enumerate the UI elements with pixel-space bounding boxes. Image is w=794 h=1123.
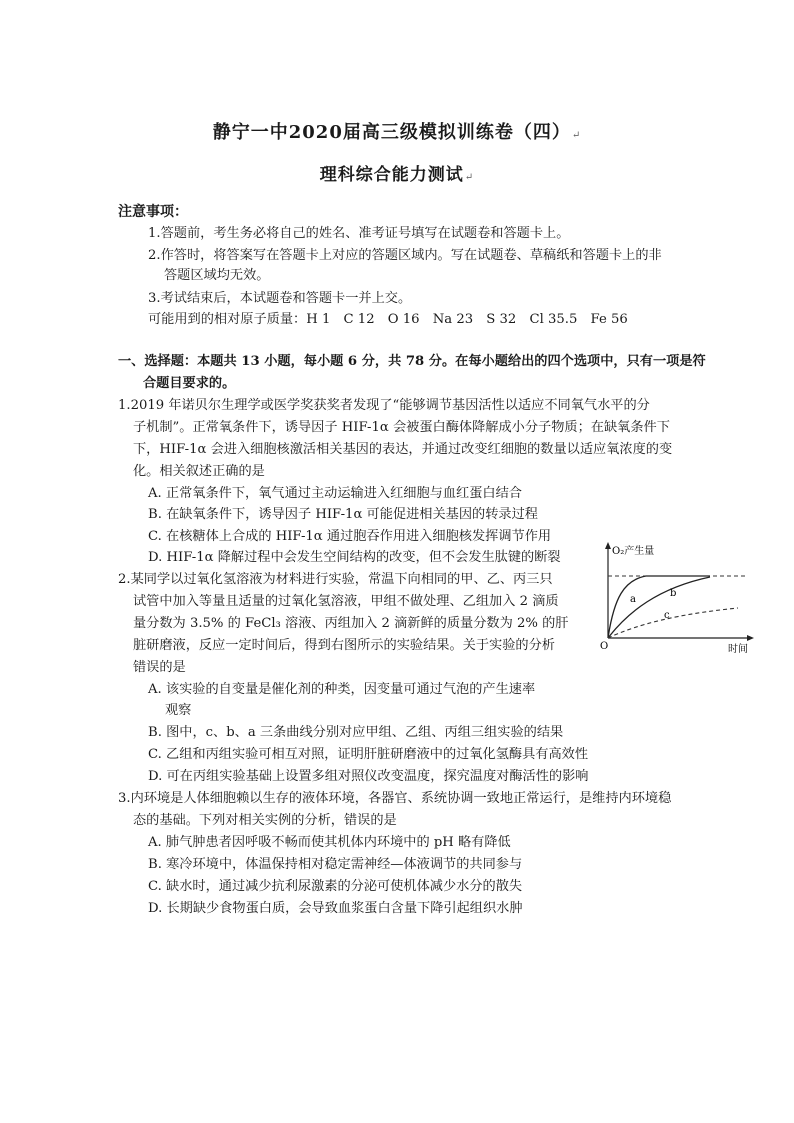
q2-text-2: 试管中加入等量且适量的过氧化氢溶液，甲组不做处理、乙组加入 2 滴质 — [133, 594, 559, 609]
curve-c-label: c — [664, 610, 670, 621]
notice-item-2: 2.作答时，将答案写在答题卡上对应的答题区域内。写在试题卷、草稿纸和答题卡上的非 — [148, 248, 662, 263]
q1-option-b: B. 在缺氧条件下，诱导因子 HIF-1α 可能促进相关基因的转录过程 — [148, 507, 538, 522]
notice-item-1: 1.答题前，考生务必将自己的姓名、准考证号填写在试题卷和答题卡上。 — [148, 226, 570, 241]
curve-b — [608, 577, 710, 638]
q3-option-b: B. 寒冷环境中，体温保持相对稳定需神经—体液调节的共同参与 — [148, 857, 523, 872]
x-axis-arrow — [747, 635, 754, 641]
q2-text-5: 错误的是 — [133, 660, 186, 675]
q1-option-a: A. 正常氧条件下，氧气通过主动运输进入红细胞与血红蛋白结合 — [148, 486, 522, 501]
q1-option-c: C. 在核糖体上合成的 HIF-1α 通过胞吞作用进入细胞核发挥调节作用 — [148, 529, 552, 544]
q2-option-b: B. 图中，c、b、a 三条曲线分别对应甲组、乙组、丙组三组实验的结果 — [148, 725, 564, 740]
curve-a — [608, 576, 710, 638]
graph-origin: O — [600, 641, 609, 652]
q1-text-4: 化。相关叙述正确的是 — [133, 464, 265, 479]
graph-y-label: O₂产生量 — [612, 546, 655, 557]
q1-text-2: 子机制”。正常氧条件下，诱导因子 HIF-1α 会被蛋白酶体降解成小分子物质；在缺氧条件下 — [133, 420, 670, 435]
q3-option-a: A. 肺气肿患者因呼吸不畅而使其机体内环境中的 pH 略有降低 — [148, 835, 511, 850]
curve-c — [608, 608, 738, 638]
q3-option-d: D. 长期缺少食物蛋白质，会导致血浆蛋白含量下降引起组织水肿 — [148, 901, 523, 916]
exam-subtitle: 理科综合能力测试↵ — [319, 165, 475, 185]
graph-x-label: 时间 — [728, 644, 748, 655]
y-axis-arrow — [605, 542, 611, 549]
q3-text-2: 态的基础。下列对相关实例的分析，错误的是 — [133, 813, 397, 828]
q1-text-1: 1.2019 年诺贝尔生理学或医学奖获奖者发现了“能够调节基因活性以适应不同氧气水平的分 — [118, 398, 650, 413]
q1-text-3: 下，HIF-1α 会进入细胞核激活相关基因的表达，并通过改变红细胞的数量以适应氧浓度的变 — [133, 442, 673, 457]
q3-option-c: C. 缺水时，通过减少抗利尿激素的分泌可使机体减少水分的散失 — [148, 879, 523, 894]
q2-option-c: C. 乙组和丙组实验可相互对照，证明肝脏研磨液中的过氧化氢酶具有高效性 — [148, 747, 589, 762]
notice-heading: 注意事项： — [118, 204, 188, 220]
q2-text-4: 脏研磨液，反应一定时间后，得到右图所示的实验结果。关于实验的分析 — [133, 638, 555, 653]
atomic-masses: 可能用到的相对原子质量：H 1 C 12 O 16 Na 23 S 32 Cl 35.5 Fe 56 — [148, 312, 628, 327]
q2-text-3: 量分数为 3.5% 的 FeCl₃ 溶液、丙组加入 2 滴新鲜的质量分数为 2% 的肝 — [133, 616, 569, 631]
q3-text-1: 3.内环境是人体细胞赖以生存的液体环境，各器官、系统协调一致地正常运行，是维持内环境稳 — [118, 791, 672, 806]
curve-b-label: b — [670, 588, 677, 599]
exam-title: 静宁一中2020届高三级模拟训练卷（四）↵ — [212, 122, 582, 143]
q2-option-a: A. 该实验的自变量是催化剂的种类，因变量可通过气泡的产生速率 — [148, 682, 536, 697]
curve-a-label: a — [630, 594, 636, 605]
q1-option-d: D. HIF-1α 降解过程中会发生空间结构的改变，但不会发生肽键的断裂 — [148, 550, 561, 565]
notice-item-2-cont: 答题区域均无效。 — [164, 268, 270, 283]
q2-graph — [598, 538, 758, 658]
section-heading: 一、选择题：本题共 13 小题，每小题 6 分，共 78 分。在每小题给出的四个选项中，只有一项是符 — [118, 354, 706, 369]
section-heading-cont: 合题目要求的。 — [143, 376, 236, 391]
q2-text-1: 2.某同学以过氧化氢溶液为材料进行实验，常温下向相同的甲、乙、丙三只 — [118, 572, 553, 587]
q2-option-a-cont: 观察 — [165, 703, 192, 718]
q2-option-d: D. 可在丙组实验基础上设置多组对照仪改变温度，探究温度对酶活性的影响 — [148, 769, 589, 784]
notice-item-3: 3.考试结束后，本试题卷和答题卡一并上交。 — [148, 291, 412, 306]
